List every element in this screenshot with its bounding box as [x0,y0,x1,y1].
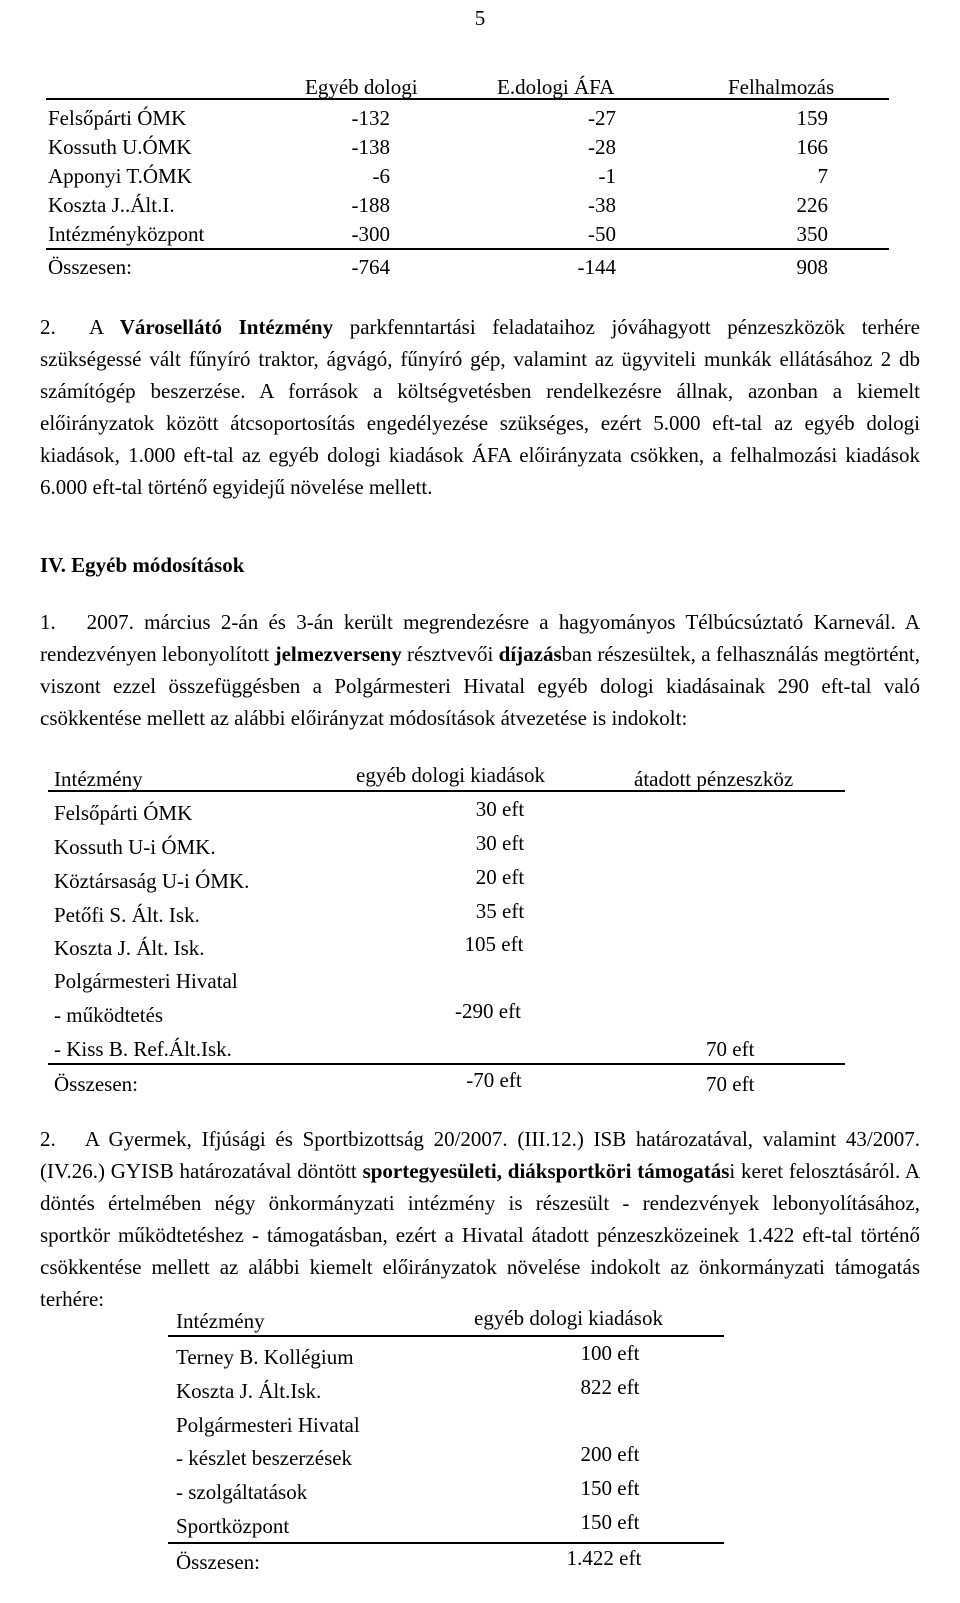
row-value: 822 eft [580,1375,640,1399]
table2-header-rule [48,790,845,792]
bold-text: díjazás [498,642,562,666]
row-value: 20 eft [475,865,525,889]
row-name: Felsőpárti ÓMK [54,801,193,825]
row-name: - működtetés [54,1003,164,1027]
row-value: 166 [796,135,828,159]
paragraph-text: ban részesültek, a felhasználás megtörtént, viszont ezzel összefüggésben a Polgármesteri Hivatal egyéb dologi kiadásainak 290 eft-tal való csökkentése mellett az alábbi előirányzat módosítások átvezetése is indokolt: [40,642,921,730]
row-name: Koszta J. Ált. Isk. [54,936,205,960]
row-value: 200 eft [580,1442,640,1466]
row-name: Apponyi T.ÓMK [48,164,192,188]
paragraph-sportbizottsag [40,1123,920,1315]
row-value: -38 [588,193,616,217]
row-name: Polgármesteri Hivatal [176,1413,360,1437]
row-value: 350 [796,222,828,246]
row-value: 35 eft [475,899,525,923]
row-name: - Kiss B. Ref.Ált.Isk. [54,1037,232,1061]
row-value: 105 eft [464,932,524,956]
row-name: Terney B. Kollégium [176,1345,354,1369]
bold-text: sportegyesületi, diáksportköri támogatás [362,1159,730,1183]
row-value: -138 [351,135,390,159]
row-value: 30 eft [475,831,525,855]
table2-header-intezmeny: Intézmény [54,767,143,791]
row-value: 7 [817,164,828,188]
page-number: 5 [474,6,486,30]
table1-header-afa: E.dologi ÁFA [497,75,615,99]
row-name: Sportközpont [176,1514,290,1538]
paragraph-varosellato [40,311,920,503]
table1-total-rule [46,248,889,250]
row-value: 226 [796,193,828,217]
total-value: -764 [351,255,390,279]
row-value: -50 [588,222,616,246]
paragraph-text: résztvevői [401,642,499,666]
total-label: Összesen: [54,1072,138,1096]
total-value: -70 eft [466,1068,522,1092]
row-value: -1 [598,164,616,188]
row-value: 150 eft [580,1476,640,1500]
table1-header-felhalmozas: Felhalmozás [728,75,835,99]
paragraph-text: A [89,315,120,339]
table1-header-rule [46,98,889,100]
row-name: Intézményközpont [48,222,205,246]
row-value: 100 eft [580,1341,640,1365]
row-value: -132 [351,106,390,130]
table2-header-egyeb-dologi: egyéb dologi kiadások [356,763,545,787]
total-value: -144 [577,255,616,279]
row-name: Kossuth U-i ÓMK. [54,835,216,859]
row-name: Köztársaság U-i ÓMK. [54,869,250,893]
row-value: 70 eft [706,1037,755,1061]
row-value: -27 [588,106,616,130]
row-name: Petőfi S. Ált. Isk. [54,903,200,927]
row-value: -290 eft [455,999,521,1023]
row-value: -188 [351,193,390,217]
paragraph-text: i keret felosztásáról. A döntés értelmében négy önkormányzati intézmény is részesült - rendezvények lebonyolításához, sportkör működtetéshez - támogatásban, ezért a Hivatal átadott pénzeszközeinek 1.422 eft-tal történő csökkentése mellett az alábbi kiemelt előirányzatok növelése indokolt az önkormányzati támogatás terhére: [40,1159,920,1311]
table3-header-egyeb-dologi: egyéb dologi kiadások [474,1306,663,1330]
row-name: Koszta J..Ált.I. [48,193,175,217]
row-name: Polgármesteri Hivatal [54,969,238,993]
total-label: Összesen: [176,1550,260,1574]
paragraph-number: 1. [40,610,56,634]
row-name: Felsőpárti ÓMK [48,106,187,130]
bold-text: jelmezverseny [274,642,402,666]
paragraph-text: parkfenntartási feladataihoz jóváhagyott pénzeszközök terhére szükségessé vált fűnyíró traktor, ágvágó, fűnyíró gép, valamint az ügyviteli munkák ellátásához 2 db számítógép beszerzése. A források a költségvetésben rendelkezésre állnak, azonban a kiemelt előirányzatok között átcsoportosítás engedélyezése szükséges, ezért 5.000 eft-tal az egyéb dologi kiadások, 1.000 eft-tal az egyéb dologi kiadások ÁFA előirányzata csökken, a felhalmozási kiadások 6.000 eft-tal történő egyidejű növelése mellett. [40,315,921,499]
table2-header-atadott: átadott pénzeszköz [634,767,794,791]
total-value: 70 eft [706,1072,755,1096]
bold-text: Városellátó Intézmény [119,315,334,339]
row-value: -6 [372,164,390,188]
row-name: Koszta J. Ált.Isk. [176,1379,322,1403]
total-label: Összesen: [48,255,132,279]
total-value: 1.422 eft [566,1546,642,1570]
row-value: 30 eft [475,797,525,821]
paragraph-karneval [40,606,920,734]
table1-header-egyeb-dologi: Egyéb dologi [305,75,418,99]
paragraph-number: 2. [40,315,56,339]
row-value: 150 eft [580,1510,640,1534]
row-name: - készlet beszerzések [176,1446,353,1470]
paragraph-text: A Gyermek, Ifjúsági és Sportbizottság 20/2007. (III.12.) ISB határozatával, valamint 43/2007. (IV.26.) GYISB határozatával döntött [40,1127,920,1183]
total-value: 908 [796,255,828,279]
row-value: 159 [796,106,828,130]
row-name: - szolgáltatások [176,1480,308,1504]
row-value: -28 [588,135,616,159]
row-name: Kossuth U.ÓMK [48,135,192,159]
table3-header-intezmeny: Intézmény [176,1309,265,1333]
paragraph-text: 2007. március 2-án és 3-án került megrendezésre a hagyományos Télbúcsúztató Karnevál. A rendezvényen lebonyolított [40,610,920,666]
paragraph-number: 2. [40,1127,56,1151]
section-heading: IV. Egyéb módosítások [40,553,245,577]
row-value: -300 [351,222,390,246]
